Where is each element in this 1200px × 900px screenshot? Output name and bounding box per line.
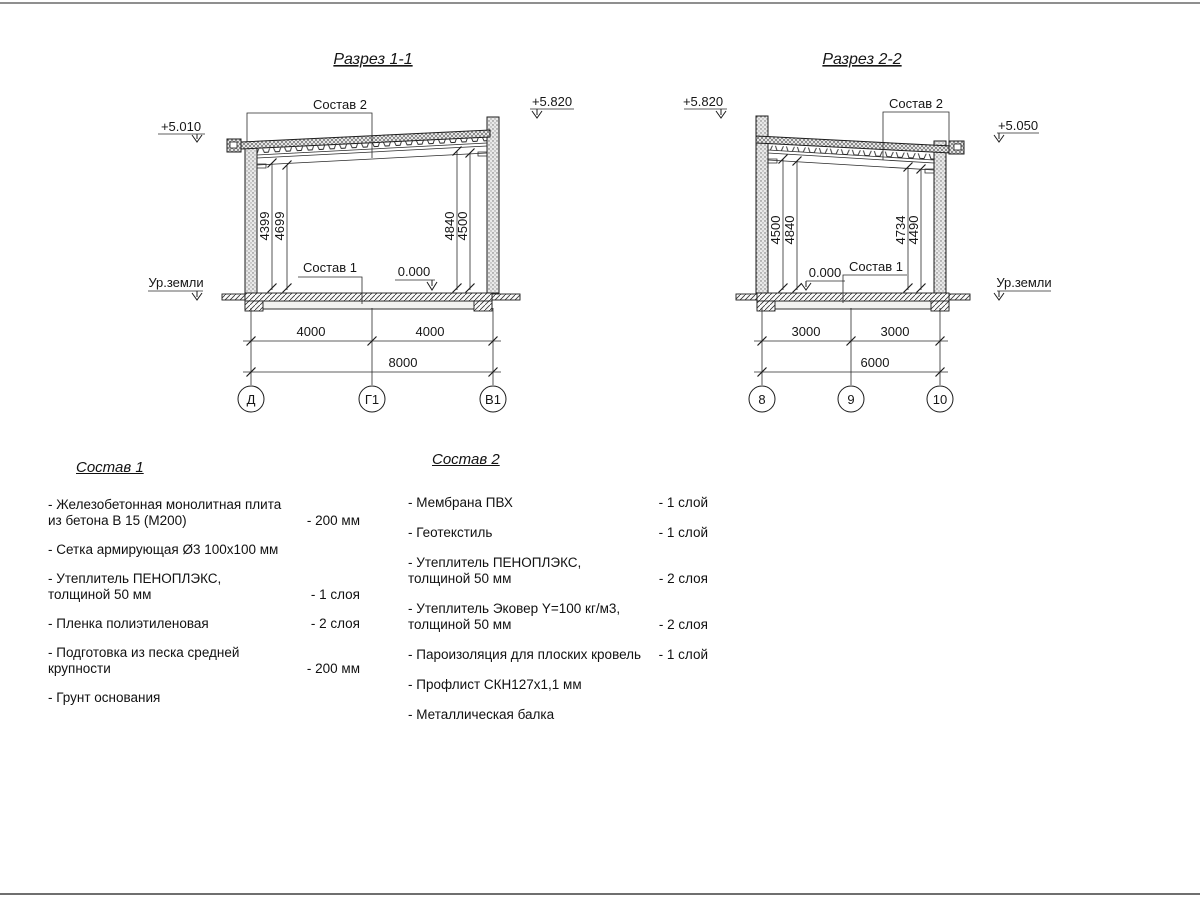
comp1-label: Состав 1 [303, 260, 357, 275]
zero-elevation-label: 0.000 [808, 265, 842, 280]
section2-bottom-dims [749, 308, 953, 412]
list-item [408, 525, 708, 541]
vdim-label: 4500 [768, 215, 783, 245]
sheet-bottom-border [0, 893, 1200, 895]
item-text: толщиной 50 мм [408, 617, 512, 632]
list-item [48, 497, 360, 529]
axis-bubble-label: 8 [758, 392, 766, 407]
item-value: - 200 мм [306, 513, 360, 528]
section2-title: Разрез 2-2 [822, 51, 902, 68]
item-text: - Утеплитель Эковер Y=100 кг/м3, [408, 601, 621, 616]
vdim-label: 4840 [442, 211, 457, 241]
item-text: - Пленка полиэтиленовая [48, 616, 209, 631]
section1-floor [222, 293, 520, 311]
vdim-label: 4734 [893, 215, 908, 245]
item-text: - Утеплитель ПЕНОПЛЭКС, [48, 571, 222, 586]
elevation-mark-label: +5.050 [997, 118, 1039, 133]
composition-2-list [408, 452, 708, 737]
axis-bubble-label: Д [246, 392, 256, 407]
total-dim-label: 8000 [388, 355, 418, 370]
composition-1-list [48, 460, 360, 719]
section2-floor [736, 293, 970, 311]
item-value: - 200 мм [306, 661, 360, 676]
item-text: - Железобетонная монолитная плита [48, 497, 282, 512]
vdim-label: 4840 [782, 215, 797, 245]
elevation-mark-label: +5.820 [531, 94, 573, 109]
comp2-label: Состав 2 [313, 97, 367, 112]
span-dim-label: 4000 [296, 324, 326, 339]
item-text: толщиной 50 мм [408, 571, 512, 586]
item-value: - 2 слоя [658, 617, 708, 632]
item-text: - Подготовка из песка средней [48, 645, 240, 660]
item-text: из бетона В 15 (М200) [48, 513, 187, 528]
item-text: - Мембрана ПВХ [408, 495, 513, 510]
section2-ground-mark [994, 275, 1052, 300]
vdim-label: 4500 [455, 211, 470, 241]
list-item [408, 495, 708, 511]
item-text: - Металлическая балка [408, 707, 555, 722]
ground-level-label: Ур.земли [996, 275, 1052, 290]
sheet-top-border [0, 2, 1200, 4]
list-item [48, 616, 360, 632]
section-1-1-drawing [148, 51, 574, 412]
list-item [48, 690, 360, 706]
span-dim-label: 3000 [791, 324, 821, 339]
item-value: - 1 слой [658, 525, 708, 540]
list-item [408, 677, 708, 693]
axis-bubble-label: 9 [847, 392, 855, 407]
axis-bubble-label: Г1 [364, 392, 380, 407]
item-text: - Профлист СКН127х1,1 мм [408, 677, 582, 692]
total-dim-label: 6000 [860, 355, 890, 370]
axis-bubble-label: 10 [932, 392, 948, 407]
item-text: крупности [48, 661, 111, 676]
item-text: - Грунт основания [48, 690, 161, 705]
section1-vertical-dims [257, 147, 475, 293]
vdim-label: 4699 [272, 211, 287, 241]
item-value: - 2 слоя [658, 571, 708, 586]
item-text: толщиной 50 мм [48, 587, 152, 602]
item-text: - Геотекстиль [408, 525, 493, 540]
item-text: - Пароизоляция для плоских кровель [408, 647, 642, 662]
comp1-label: Состав 1 [849, 259, 903, 274]
ground-level-label: Ур.земли [148, 275, 204, 290]
section1-elev-eave [158, 119, 205, 142]
elevation-mark-label: +5.820 [682, 94, 724, 109]
section1-ground-mark [148, 275, 204, 300]
section1-elev-parapet [530, 94, 574, 118]
span-dim-label: 4000 [415, 324, 445, 339]
section1-zero-mark [395, 264, 437, 290]
list-item [408, 647, 708, 663]
item-text: - Сетка армирующая Ø3 100х100 мм [48, 542, 279, 557]
section1-title: Разрез 1-1 [333, 51, 413, 68]
zero-elevation-label: 0.000 [397, 264, 431, 279]
section1-bottom-dims [238, 308, 506, 412]
item-value: - 1 слой [658, 647, 708, 662]
elevation-mark-label: +5.010 [160, 119, 202, 134]
list-item [408, 601, 708, 633]
item-value: - 1 слоя [310, 587, 360, 602]
composition-2-heading: Состав 2 [432, 451, 500, 468]
vdim-label: 4399 [257, 211, 272, 241]
list-item [48, 542, 360, 558]
sections-canvas [0, 0, 1200, 440]
section2-zero-mark [801, 265, 845, 290]
item-value: - 1 слой [658, 495, 708, 510]
comp2-label: Состав 2 [889, 96, 943, 111]
list-item [48, 645, 360, 677]
composition-1-heading: Состав 1 [76, 459, 144, 476]
list-item [408, 555, 708, 587]
list-item [48, 571, 360, 603]
section1-roof [227, 130, 490, 168]
span-dim-label: 3000 [880, 324, 910, 339]
section-2-2-drawing [683, 51, 1052, 412]
item-text: - Утеплитель ПЕНОПЛЭКС, [408, 555, 582, 570]
list-item [408, 707, 708, 723]
vdim-label: 4490 [906, 215, 921, 245]
axis-bubble-label: В1 [485, 392, 501, 407]
section2-elev-eave [994, 118, 1039, 142]
section2-elev-parapet [683, 94, 727, 118]
item-value: - 2 слоя [310, 616, 360, 631]
